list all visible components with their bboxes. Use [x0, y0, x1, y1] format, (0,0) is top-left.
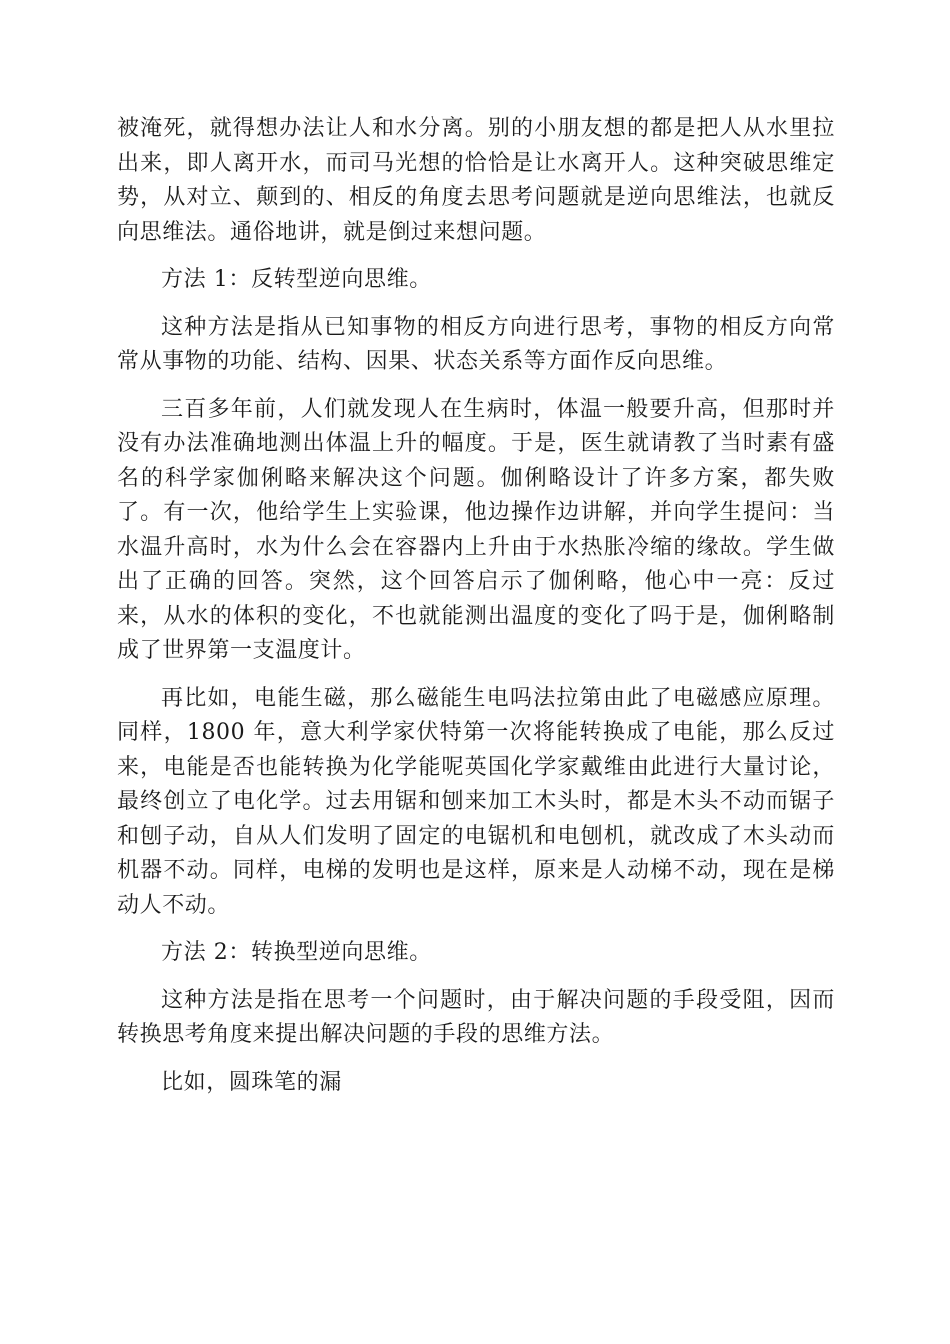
paragraph-ballpoint-pen-truncated: 比如，圆珠笔的漏: [161, 1069, 342, 1095]
paragraph-method-1-definition: 这种方法是指从已知事物的相反方向进行思考，事物的相反方向常常从事物的功能、结构、因果、状态关系等方面作反向思维。: [117, 314, 835, 374]
paragraph-galileo-thermometer: 三百多年前，人们就发现人在生病时，体温一般要升高，但那时并没有办法准确地测出体温上升的幅度。于是，医生就请教了当时素有盛名的科学家伽俐略来解决这个问题。伽俐略设计了许多方案，都失败了。有一次，他给学生上实验课，他边操作边讲解，并向学生提问：当水温升高时，水为什么会在容器内上升由于水热胀冷缩的缘故。学生做出了正确的回答。突然，这个回答启示了伽俐略，他心中一亮：反过来，从水的体积的变化，不也就能测出温度的变化了吗于是，伽俐略制成了世界第一支温度计。: [117, 396, 835, 663]
method-1-heading: 方法 1：反转型逆向思维。: [161, 267, 432, 292]
paragraph-continuation: 被淹死，就得想办法让人和水分离。别的小朋友想的都是把人从水里拉出来，即人离开水，而司马光想的恰恰是让水离开人。这种突破思维定势，从对立、颠到的、相反的角度去思考问题就是逆向思维法，也就反向思维法。通俗地讲，就是倒过来想问题。: [117, 116, 835, 245]
method-2-heading: 方法 2：转换型逆向思维。: [161, 940, 432, 965]
paragraph-method-2-definition: 这种方法是指在思考一个问题时，由于解决问题的手段受阻，因而转换思考角度来提出解决问题的手段的思维方法。: [117, 987, 835, 1047]
document-page: [117, 112, 835, 1113]
paragraph-electromagnetism-examples: 再比如，电能生磁，那么磁能生电吗法拉第由此了电磁感应原理。同样，1800 年，意大利学家伏特第一次将能转换成了电能，那么反过来，电能是否也能转换为化学能呢英国化学家戴维由此进行大量讨论，最终创立了电化学。过去用锯和刨来加工木头时，都是木头不动而锯子和刨子动，自从人们发明了固定的电锯机和电刨机，就改成了木头动而机器不动。同样，电梯的发明也是这样，原来是人动梯不动，现在是梯动人不动。: [117, 685, 835, 918]
